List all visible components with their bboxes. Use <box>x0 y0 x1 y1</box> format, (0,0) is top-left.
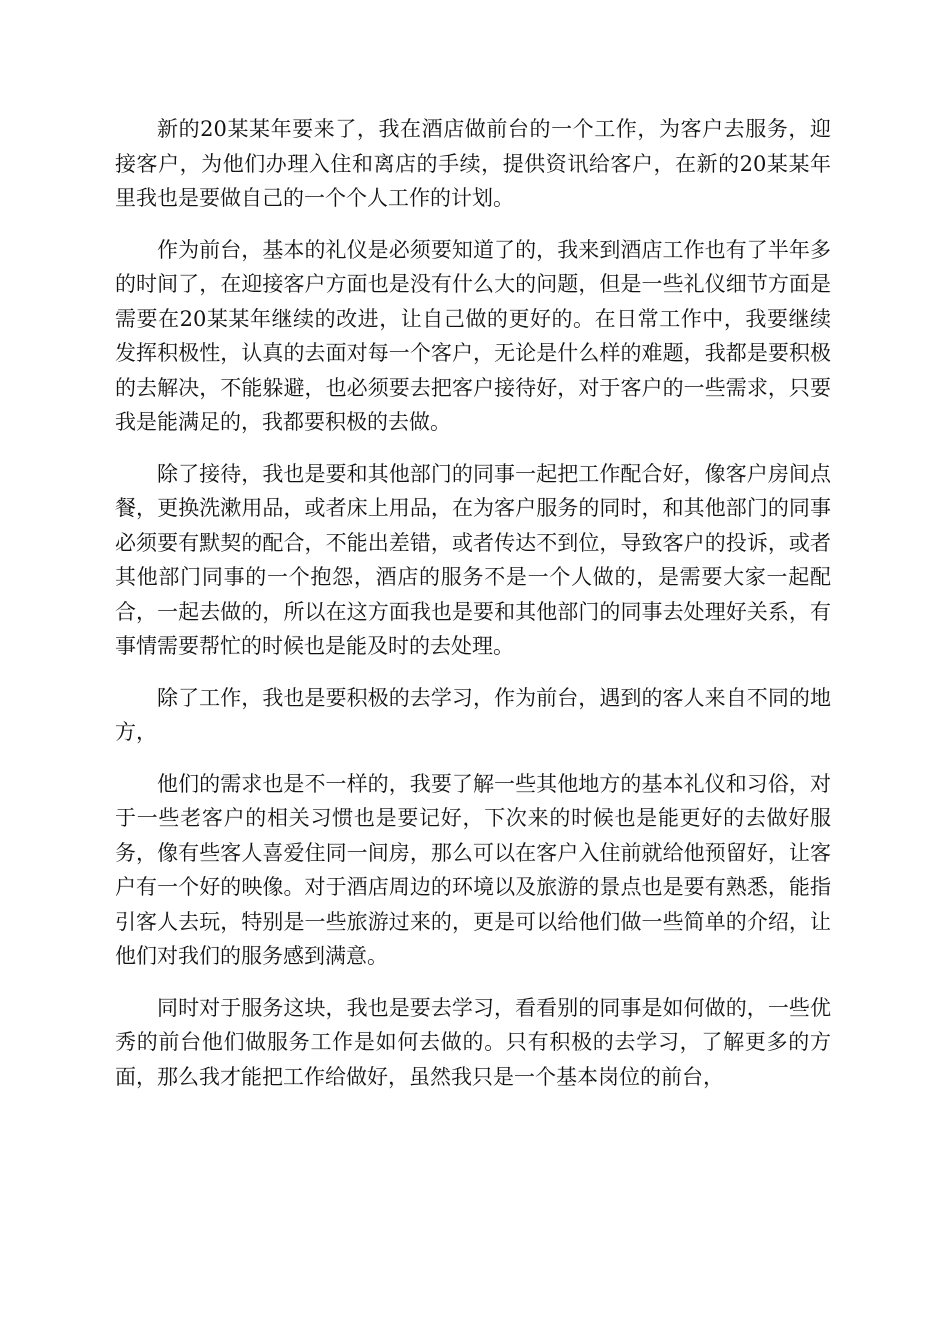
paragraph: 除了接待，我也是要和其他部门的同事一起把工作配合好，像客户房间点餐，更换洗漱用品，或者床上用品，在为客户服务的同时，和其他部门的同事必须要有默契的配合，不能出差错，或者传达不到位，导致客户的投诉，或者其他部门同事的一个抱怨，酒店的服务不是一个人做的，是需要大家一起配合，一起去做的，所以在这方面我也是要和其他部门的同事去处理好关系，有事情需要帮忙的时候也是能及时的去处理。 <box>115 461 831 658</box>
paragraph: 新的20某某年要来了，我在酒店做前台的一个工作，为客户去服务，迎接客户，为他们办理入住和离店的手续，提供资讯给客户，在新的20某某年里我也是要做自己的一个个人工作的计划。 <box>115 117 831 210</box>
paragraph: 作为前台，基本的礼仪是必须要知道了的，我来到酒店工作也有了半年多的时间了，在迎接客户方面也是没有什么大的问题，但是一些礼仪细节方面是需要在20某某年继续的改进，让自己做的更好的。在日常工作中，我要继续发挥积极性，认真的去面对每一个客户，无论是什么样的难题，我都是要积极的去解决，不能躲避，也必须要去把客户接待好，对于客户的一些需求，只要我是能满足的，我都要积极的去做。 <box>115 237 831 434</box>
paragraph: 同时对于服务这块，我也是要去学习，看看别的同事是如何做的，一些优秀的前台他们做服务工作是如何去做的。只有积极的去学习，了解更多的方面，那么我才能把工作给做好，虽然我只是一个基本岗位的前台， <box>115 995 831 1089</box>
paragraph: 他们的需求也是不一样的，我要了解一些其他地方的基本礼仪和习俗，对于一些老客户的相关习惯也是要记好，下次来的时候也是能更好的去做好服务，像有些客人喜爱住同一间房，那么可以在客户入住前就给他预留好，让客户有一个好的映像。对于酒店周边的环境以及旅游的景点也是要有熟悉，能指引客人去玩，特别是一些旅游过来的，更是可以给他们做一些简单的介绍，让他们对我们的服务感到满意。 <box>115 771 831 968</box>
document-body <box>115 112 831 1111</box>
paragraph: 除了工作，我也是要积极的去学习，作为前台，遇到的客人来自不同的地方， <box>115 685 831 744</box>
